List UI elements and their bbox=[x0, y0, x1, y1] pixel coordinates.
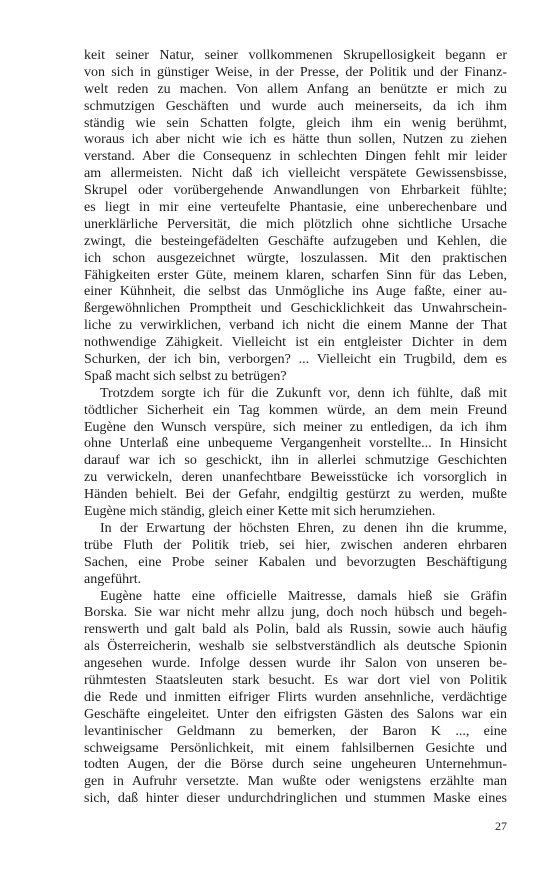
text-line: zu verwickeln, deren unanfechtbare Beweisstücke ich vorsorglich in bbox=[84, 470, 507, 486]
text-line: renswerth und galt bald als Polin, bald als Russin, sowie auch häufig bbox=[84, 622, 507, 638]
text-line: ohne Unterlaß eine unbequeme Vergangenheit vorstellte... In Hinsicht bbox=[84, 436, 507, 452]
text-line: es liegt in mir eine verteufelte Phantasie, eine unberechenbare und bbox=[84, 200, 507, 216]
text-line: verstand. Aber die Consequenz in schlechten Dingen fehlt mir leider bbox=[84, 149, 507, 165]
text-line: am allermeisten. Nicht daß ich vielleicht verspätete Gewissensbisse, bbox=[84, 166, 507, 182]
text-line: Borska. Sie war nicht mehr allzu jung, doch noch hübsch und begeh- bbox=[84, 605, 507, 621]
text-line: schmutzigen Geschäften und wurde auch meinerseits, da ich ihm bbox=[84, 98, 507, 114]
text-line: ßergewöhnlichen Promptheit und Geschicklichkeit das Unwahrschein- bbox=[84, 301, 507, 317]
text-line: schweigsame Persönlichkeit, mit einem fahlsilbernen Gesichte und bbox=[84, 740, 507, 756]
text-line: tödtlicher Sicherheit ein Tag kommen würde, an dem mein Freund bbox=[84, 402, 507, 418]
text-line: angeführt. bbox=[84, 571, 142, 587]
text-line: In der Erwartung der höchsten Ehren, zu denen ihn die krumme, bbox=[100, 520, 507, 536]
text-line: ständig wie sein Schatten folgte, gleich ihm ein wenig berühmt, bbox=[84, 115, 507, 131]
text-line: Schurken, der ich bin, verborgen? ... Vielleicht ein Trugbild, dem es bbox=[84, 352, 507, 368]
text-line: darauf war ich so geschickt, ihn in allerlei schmutzige Geschichten bbox=[84, 453, 507, 469]
text-line: welt reden zu machen. Von allem Anfang an benützte er mich zu bbox=[84, 81, 507, 97]
text-line: liche zu verwirklichen, verband ich nicht die einem Manne der That bbox=[84, 318, 507, 334]
text-line: Händen behielt. Bei der Gefahr, endgiltig gestürzt zu werden, mußte bbox=[84, 487, 507, 503]
text-line: keit seiner Natur, seiner vollkommenen Skrupellosigkeit begann er bbox=[84, 48, 507, 63]
body-text bbox=[84, 48, 507, 808]
text-line: Eugène hatte eine officielle Maitresse, damals hieß sie Gräfin bbox=[100, 588, 507, 604]
text-line: einer Kühnheit, die selbst das Unmögliche ins Auge faßte, einer au- bbox=[84, 284, 507, 300]
paragraph bbox=[84, 521, 507, 589]
text-line: rühmtesten Staatsleuten stark besucht. Es war dort viel von Politik bbox=[84, 672, 507, 688]
text-line: zwingt, die besteingefädelten Geschäfte aufzugeben und Kehlen, die bbox=[84, 233, 507, 249]
text-line: Eugène den Wunsch verspüre, sich meiner zu entledigen, da ich ihm bbox=[84, 419, 507, 435]
text-line: trübe Fluth der Politik trieb, sei hier, zwischen anderen ehrbaren bbox=[84, 537, 507, 553]
text-line: von sich in günstiger Weise, in der Presse, der Politik und der Finanz- bbox=[84, 64, 507, 80]
text-line: sich, daß hinter dieser undurchdringlichen und stummen Maske eines bbox=[84, 791, 507, 807]
text-line: die Rede und inmitten eifriger Flirts wurden ansehnliche, verdächtige bbox=[84, 689, 507, 705]
text-line: Spaß macht sich selbst zu betrügen? bbox=[84, 368, 287, 384]
text-line: woraus ich aber nicht wie ich es hätte thun sollen, Nutzen zu ziehen bbox=[84, 132, 507, 148]
text-line: ich schon ausgezeichnet würgte, loszulassen. Mit den praktischen bbox=[84, 250, 507, 266]
paragraph bbox=[84, 48, 507, 386]
text-line: Skrupel oder vorübergehende Anwandlungen von Ehrbarkeit fühlte; bbox=[84, 183, 507, 199]
text-line: unerklärliche Perversität, die mich plötzlich ohne sichtliche Ursache bbox=[84, 216, 507, 232]
text-line: todten Augen, der die Börse durch seine ungeheuren Unternehmun- bbox=[84, 757, 507, 773]
text-line: levantinischer Geldmann zu bemerken, der Baron K ..., eine bbox=[84, 723, 507, 739]
text-line: Geschäfte eingeleitet. Unter den eifrigsten Gästen des Salons war ein bbox=[84, 706, 507, 722]
page-number: 27 bbox=[495, 819, 507, 833]
paragraph bbox=[84, 589, 507, 809]
text-line: als Österreicherin, weshalb sie selbstverständlich als deutsche Spionin bbox=[84, 639, 507, 655]
paragraph bbox=[84, 386, 507, 521]
text-line: Sachen, eine Probe seiner Kabalen und bevorzugten Beschäftigung bbox=[84, 554, 507, 570]
text-line: gen in Aufruhr versetzte. Man wußte oder wenigstens erzählte man bbox=[84, 774, 507, 790]
text-line: nothwendige Zähigkeit. Vielleicht ist ein entgleister Dichter in dem bbox=[84, 335, 507, 351]
text-line: Eugène mich ständig, gleich einer Kette mit sich herumziehen. bbox=[84, 504, 436, 520]
text-line: Fähigkeiten erster Güte, meinem klaren, scharfen Sinn für das Leben, bbox=[84, 267, 507, 283]
text-line: angesehen wurde. Infolge dessen wurde ihr Salon von unseren be- bbox=[84, 656, 507, 672]
text-line: Trotzdem sorgte ich für die Zukunft vor, denn ich fühlte, daß mit bbox=[100, 385, 507, 401]
